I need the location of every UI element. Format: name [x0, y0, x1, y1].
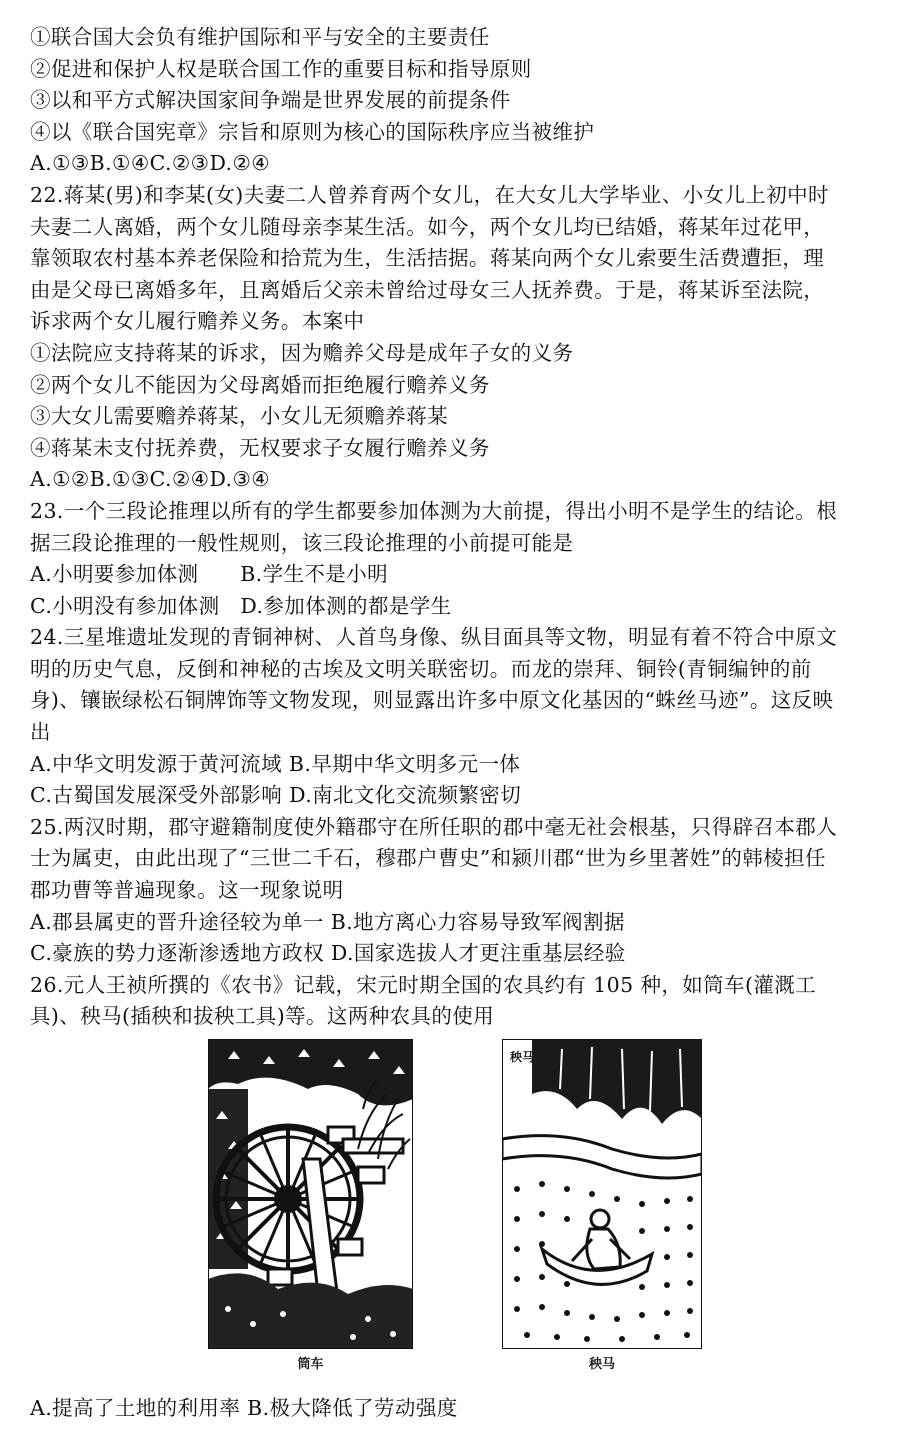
- seedling-horse-inner-label: 秧马: [510, 1050, 535, 1064]
- text-line: 22.蒋某(男)和李某(女)夫妻二人曾养育两个女儿，在大女儿大学毕业、小女儿上初中时: [30, 182, 829, 207]
- text-line: 24.三星堆遗址发现的青铜神树、人首鸟身像、纵目面具等文物，明显有着不符合中原文: [30, 625, 838, 650]
- text-line: ③大女儿需要赡养蒋某，小女儿无须赡养蒋某: [30, 404, 448, 429]
- text-line: 靠领取农村基本养老保险和拾荒为生，生活拮据。蒋某向两个女儿索要生活费遭拒，理: [30, 246, 825, 271]
- question-text-block: [30, 22, 880, 1033]
- text-line: ②促进和保护人权是联合国工作的重要目标和指导原则: [30, 56, 532, 81]
- text-line: ①法院应支持蒋某的诉求，因为赡养父母是成年子女的义务: [30, 340, 574, 365]
- text-line: 诉求两个女儿履行赡养义务。本案中: [30, 309, 365, 334]
- text-line: 士为属吏，由此出现了“三世二千石，穆郡户曹史”和颍川郡“世为乡里著姓”的韩棱担任: [30, 846, 826, 871]
- text-line: C.古蜀国发展深受外部影响 D.南北文化交流频繁密切: [30, 783, 522, 808]
- water-wheel-caption: 筒车: [297, 1357, 324, 1372]
- text-line: ①联合国大会负有维护国际和平与安全的主要责任: [30, 25, 490, 49]
- text-line: 25.两汉时期，郡守避籍制度使外籍郡守在所任职的郡中毫无社会根基，只得辟召本郡人: [30, 814, 838, 839]
- text-line: 夫妻二人离婚，两个女儿随母亲李某生活。如今，两个女儿均已结婚，蒋某年过花甲，: [30, 214, 825, 239]
- water-wheel-illustration: [208, 1039, 413, 1349]
- text-line: ④蒋某未支付抚养费，无权要求子女履行赡养义务: [30, 435, 490, 460]
- text-line: ③以和平方式解决国家间争端是世界发展的前提条件: [30, 88, 511, 113]
- text-line: A.小明要参加体测 B.学生不是小明: [30, 562, 389, 587]
- text-line: 由是父母已离婚多年，且离婚后父亲未曾给过母女三人抚养费。于是，蒋某诉至法院，: [30, 277, 825, 302]
- text-line: ②两个女儿不能因为父母离婚而拒绝履行赡养义务: [30, 372, 490, 397]
- text-line: ④以《联合国宪章》宗旨和原则为核心的国际秩序应当被维护: [30, 119, 595, 144]
- text-line: 郡功曹等普遍现象。这一现象说明: [30, 878, 344, 903]
- text-line: A.中华文明发源于黄河流域 B.早期中华文明多元一体: [30, 751, 521, 776]
- exam-page: [30, 22, 880, 1425]
- text-line: 具)、秧马(插秧和拔秧工具)等。这两种农具的使用: [30, 1004, 495, 1029]
- water-wheel-figure: [208, 1039, 413, 1372]
- text-line: C.小明没有参加体测 D.参加体测的都是学生: [30, 593, 452, 618]
- text-line: 身)、镶嵌绿松石铜牌饰等文物发现，则显露出许多中原文化基因的“蛛丝马迹”。这反映: [30, 688, 834, 713]
- figure-row: [30, 1039, 880, 1391]
- seedling-horse-caption: 秧马: [588, 1357, 615, 1372]
- text-line: 23.一个三段论推理以所有的学生都要参加体测为大前提，得出小明不是学生的结论。根: [30, 498, 838, 523]
- text-line: 据三段论推理的一般性规则，该三段论推理的小前提可能是: [30, 530, 574, 555]
- text-line: A.提高了土地的利用率 B.极大降低了劳动强度: [30, 1396, 458, 1420]
- text-line: A.郡县属吏的晋升途径较为单一 B.地方离心力容易导致军阀割据: [30, 909, 625, 934]
- text-line: A.①②B.①③C.②④D.③④: [30, 467, 271, 492]
- seedling-horse-figure: [502, 1039, 702, 1372]
- answer-options-block: [30, 1393, 880, 1425]
- text-line: 明的历史气息，反倒和神秘的古埃及文明关联密切。而龙的崇拜、铜铃(青铜编钟的前: [30, 656, 812, 681]
- text-line: 出: [30, 720, 51, 745]
- text-line: C.豪族的势力逐渐渗透地方政权 D.国家选拔人才更注重基层经验: [30, 941, 626, 966]
- text-line: A.①③B.①④C.②③D.②④: [30, 151, 271, 176]
- text-line: 26.元人王祯所撰的《农书》记载，宋元时期全国的农具约有 105 种，如筒车(灌溉工: [30, 972, 817, 997]
- seedling-horse-illustration: [502, 1039, 702, 1349]
